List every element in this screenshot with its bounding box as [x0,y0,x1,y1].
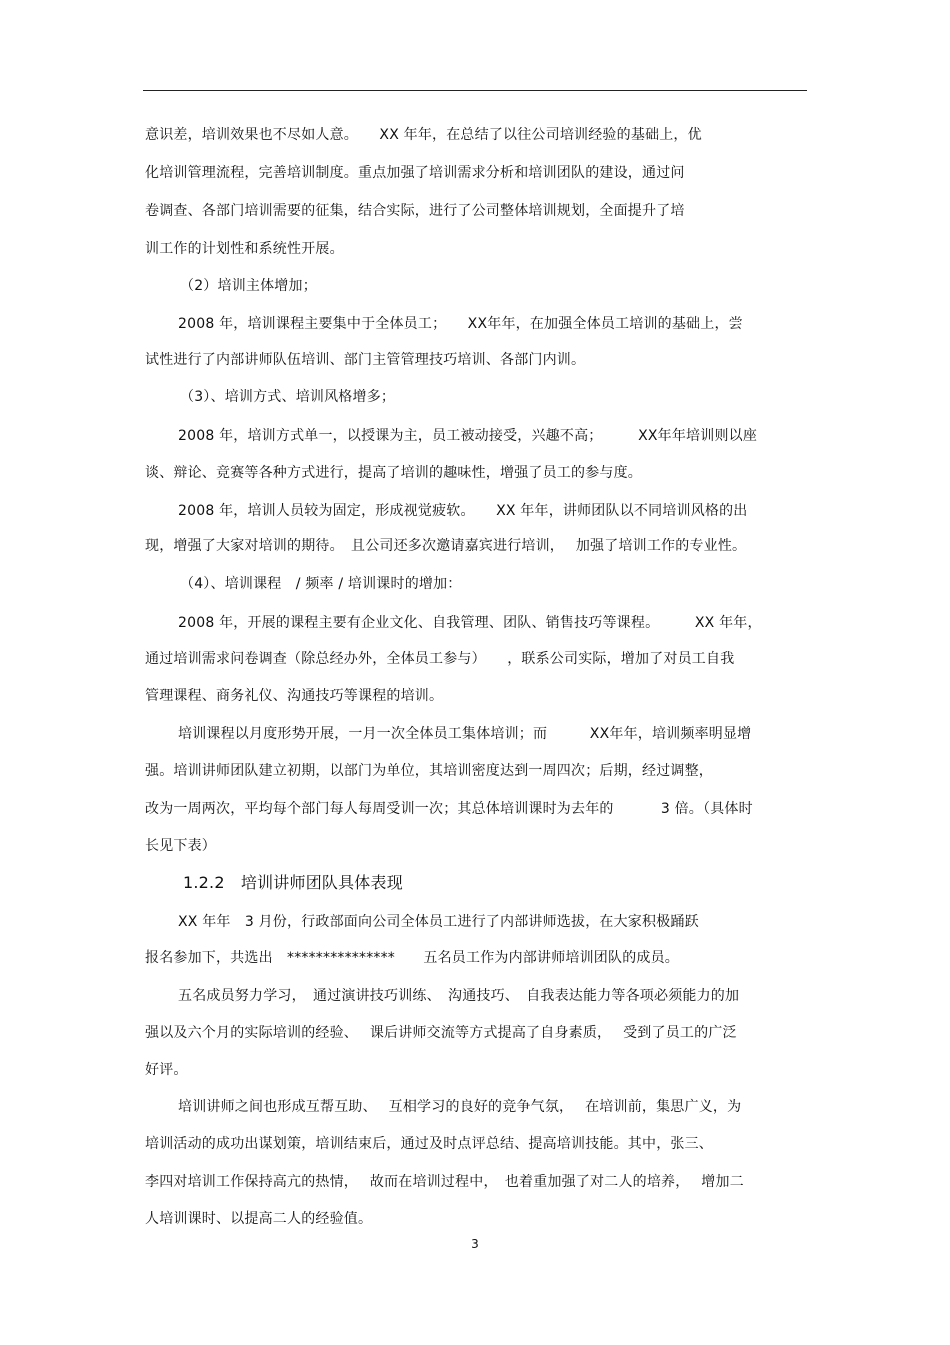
text-line: 长见下表） [145,838,216,854]
text-line: 报名参加下，共选出 *************** 五名员工作为内部讲师培训团队的成员。 [145,950,679,966]
text-line: 2008 年，培训人员较为固定，形成视觉疲软。 XX 年年，讲师团队以不同培训风格的出 [178,503,748,519]
text-line: 化培训管理流程，完善培训制度。重点加强了培训需求分析和培训团队的建设，通过问 [145,165,685,181]
text-line: 试性进行了内部讲师队伍培训、部门主管管理技巧培训、各部门内训。 [145,352,586,368]
text-line: 2008 年，培训课程主要集中于全体员工； XX年年，在加强全体员工培训的基础上，尝 [178,316,743,332]
text-line: 强以及六个月的实际培训的经验、 课后讲师交流等方式提高了自身素质， 受到了员工的广泛 [145,1025,737,1041]
page-number: 3 [471,1237,479,1251]
text-line: 人培训课时、以提高二人的经验值。 [145,1211,373,1227]
text-line: 2008 年，培训方式单一，以授课为主，员工被动接受，兴趣不高； XX年年培训则以座 [178,428,758,444]
text-line: 培训讲师之间也形成互帮互助、 互相学习的良好的竞争气氛， 在培训前，集思广义，为 [178,1099,742,1115]
text-line: 通过培训需求问卷调查（除总经办外，全体员工参与） ，联系公司实际，增加了对员工自我 [145,651,735,667]
text-line: 强。培训讲师团队建立初期，以部门为单位，其培训密度达到一周四次；后期，经过调整， [145,763,713,779]
text-line: 2008 年，开展的课程主要有企业文化、自我管理、团队、销售技巧等课程。 XX 年年， [178,615,762,631]
text-line: 好评。 [145,1062,188,1078]
header-rule [143,90,807,91]
text-line: 李四对培训工作保持高亢的热情， 故而在培训过程中， 也着重加强了对二人的培养， 增加二 [145,1174,744,1190]
section-heading: 1.2.2 培训讲师团队具体表现 [183,873,403,892]
text-line: 谈、辩论、竞赛等各种方式进行，提高了培训的趣味性，增强了员工的参与度。 [145,465,642,481]
text-line: 培训活动的成功出谋划策，培训结束后，通过及时点评总结、提高培训技能。其中，张三、 [145,1136,713,1152]
text-line: 管理课程、商务礼仪、沟通技巧等课程的培训。 [145,688,444,704]
text-line: 卷调查、各部门培训需要的征集，结合实际，进行了公司整体培训规划，全面提升了培 [145,203,685,219]
text-line: （3）、培训方式、培训风格增多； [180,389,396,405]
text-line: 改为一周两次，平均每个部门每人每周受训一次；其总体培训课时为去年的 3 倍。（具体时 [145,801,753,817]
text-line: （2）培训主体增加； [180,278,317,294]
text-line: 意识差，培训效果也不尽如人意。 XX 年年，在总结了以往公司培训经验的基础上，优 [145,127,702,143]
text-line: 训工作的计划性和系统性开展。 [145,241,344,257]
text-line: （4）、培训课程 / 频率 / 培训课时的增加： [180,576,462,592]
text-line: 培训课程以月度形势开展，一月一次全体员工集体培训；而 XX年年，培训频率明显增 [178,726,752,742]
text-line: XX 年年 3 月份，行政部面向公司全体员工进行了内部讲师选拔，在大家积极踊跃 [178,914,699,930]
text-line: 现，增强了大家对培训的期待。 且公司还多次邀请嘉宾进行培训， 加强了培训工作的专业性。 [145,538,747,554]
text-line: 五名成员努力学习， 通过演讲技巧训练、 沟通技巧、 自我表达能力等各项必须能力的加 [178,988,740,1004]
